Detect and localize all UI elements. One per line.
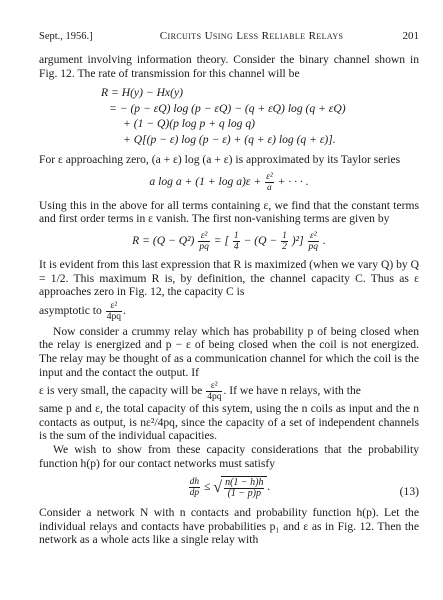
paragraph-small-epsilon: ε is very small, the capacity will be $\frac{\text{ε²}}{4pq}$ . If we have n relays, with the (39, 381, 361, 403)
equation-rate (39, 85, 419, 147)
equation-taylor (39, 172, 419, 193)
paragraph-crummy-relay: Now consider a crummy relay which has probability p of being closed when the relay is energized and p − ε of being closed when the coil is not energized. The relay may be thought of as a communication channel for which the coil is the input and the contact the output. If (39, 324, 419, 379)
paragraph-total-capacity: same p and ε, the total capacity of this sytem, using the n coils as input and the n contacts as output, is nε²/4pq, since the capacity of a set of independent channels is the sum of the individual capacities. (39, 402, 419, 443)
header-date: Sept., 1956.] (39, 31, 93, 42)
paragraph-taylor: For ε approaching zero, (a + ε) log (a + ε) is approximated by its Taylor series (39, 153, 401, 167)
capacity-fraction: $\frac{\text{ε²}}{4pq}$ (207, 381, 222, 403)
eqR-bracket-close: )²] (291, 234, 304, 248)
eqR-left: R = (Q − Q²) (132, 234, 195, 248)
eq13-relation: ≤ (204, 480, 211, 494)
eqR-bracket-open: = [ (213, 234, 229, 248)
eq13-lhs: $\frac{dh}{dp}$ (189, 477, 200, 499)
asymptotic-fraction: $\frac{\text{ε²}}{4pq}$ (106, 300, 121, 322)
paragraph-vanish: Using this in the above for all terms containing ε, we find that the constant terms and first order terms in ε vanish. The first non-vanishing terms are given by (39, 198, 419, 226)
eqR-frac-4: $\frac{\text{ε²}}{pq}$ (308, 230, 319, 252)
equation-number: (13) (399, 485, 419, 499)
paragraph-asymptotic: asymptotic to $\frac{\text{ε²}}{4pq}$ . (39, 300, 126, 322)
equation-R (39, 231, 419, 252)
running-header (39, 30, 419, 42)
paragraph-network: Consider a network N with n contacts and probability function h(p). Let the individual relays and contacts have probabilities p₁ and ε as in Fig. 12. Then the network as a whole acts like a single relay with (39, 506, 419, 547)
eq13-radicand: $\frac{n(1 - h)h}{(1 - p)p}$ (221, 476, 267, 499)
eqR-frac-2: $\frac{1}{4}$ (233, 230, 239, 252)
paragraph-intro: argument involving information theory. Consider the binary channel shown in Fig. 12. The rate of transmission for this channel will be (39, 53, 419, 80)
equation-rate-line-2: = − (p − εQ) log (p − εQ) − (q + εQ) log (q + εQ) (109, 101, 346, 115)
equation-13: $\frac{dh}{dp}$ ≤ √ $\frac{n(1 - h)h}{(1 - p)p}$ . (13) (39, 476, 419, 499)
eqR-end: . (322, 234, 326, 248)
equation-rate-line-1: R = H(y) − Hx(y) (101, 86, 183, 100)
taylor-fraction: $\frac{\text{ε²}}{a}$ (266, 171, 273, 193)
sqrt-sign: √ (213, 478, 223, 496)
page-number: 201 (402, 30, 419, 42)
eqR-minus-group: − (Q − (243, 234, 278, 248)
equation-rate-line-3: + (1 − Q)(p log p + q log q) (123, 117, 255, 131)
header-title: Circuits Using Less Reliable Relays (159, 30, 344, 42)
eqR-frac-3: $\frac{1}{2}$ (282, 230, 287, 252)
taylor-right: + · · · . (277, 174, 309, 188)
equation-rate-line-4: + Q[(p − ε) log (p − ε) + (q + ε) log (q + ε)]. (123, 132, 336, 146)
eqR-frac-1: $\frac{\text{ε²}}{pq}$ (199, 230, 209, 252)
paragraph-capacity: It is evident from this last expression that R is maximized (when we vary Q) by Q = 1/2. This maximum R is, by definition, the channel capacity C. Thus as ε approaches zero in Fig. 12, the capacity C is (39, 257, 419, 299)
paragraph-wish: We wish to show from these capacity considerations that the probability function h(p) for our contact networks must satisfy (39, 442, 419, 470)
taylor-left: a log a + (1 + log a)ε + (149, 174, 262, 188)
